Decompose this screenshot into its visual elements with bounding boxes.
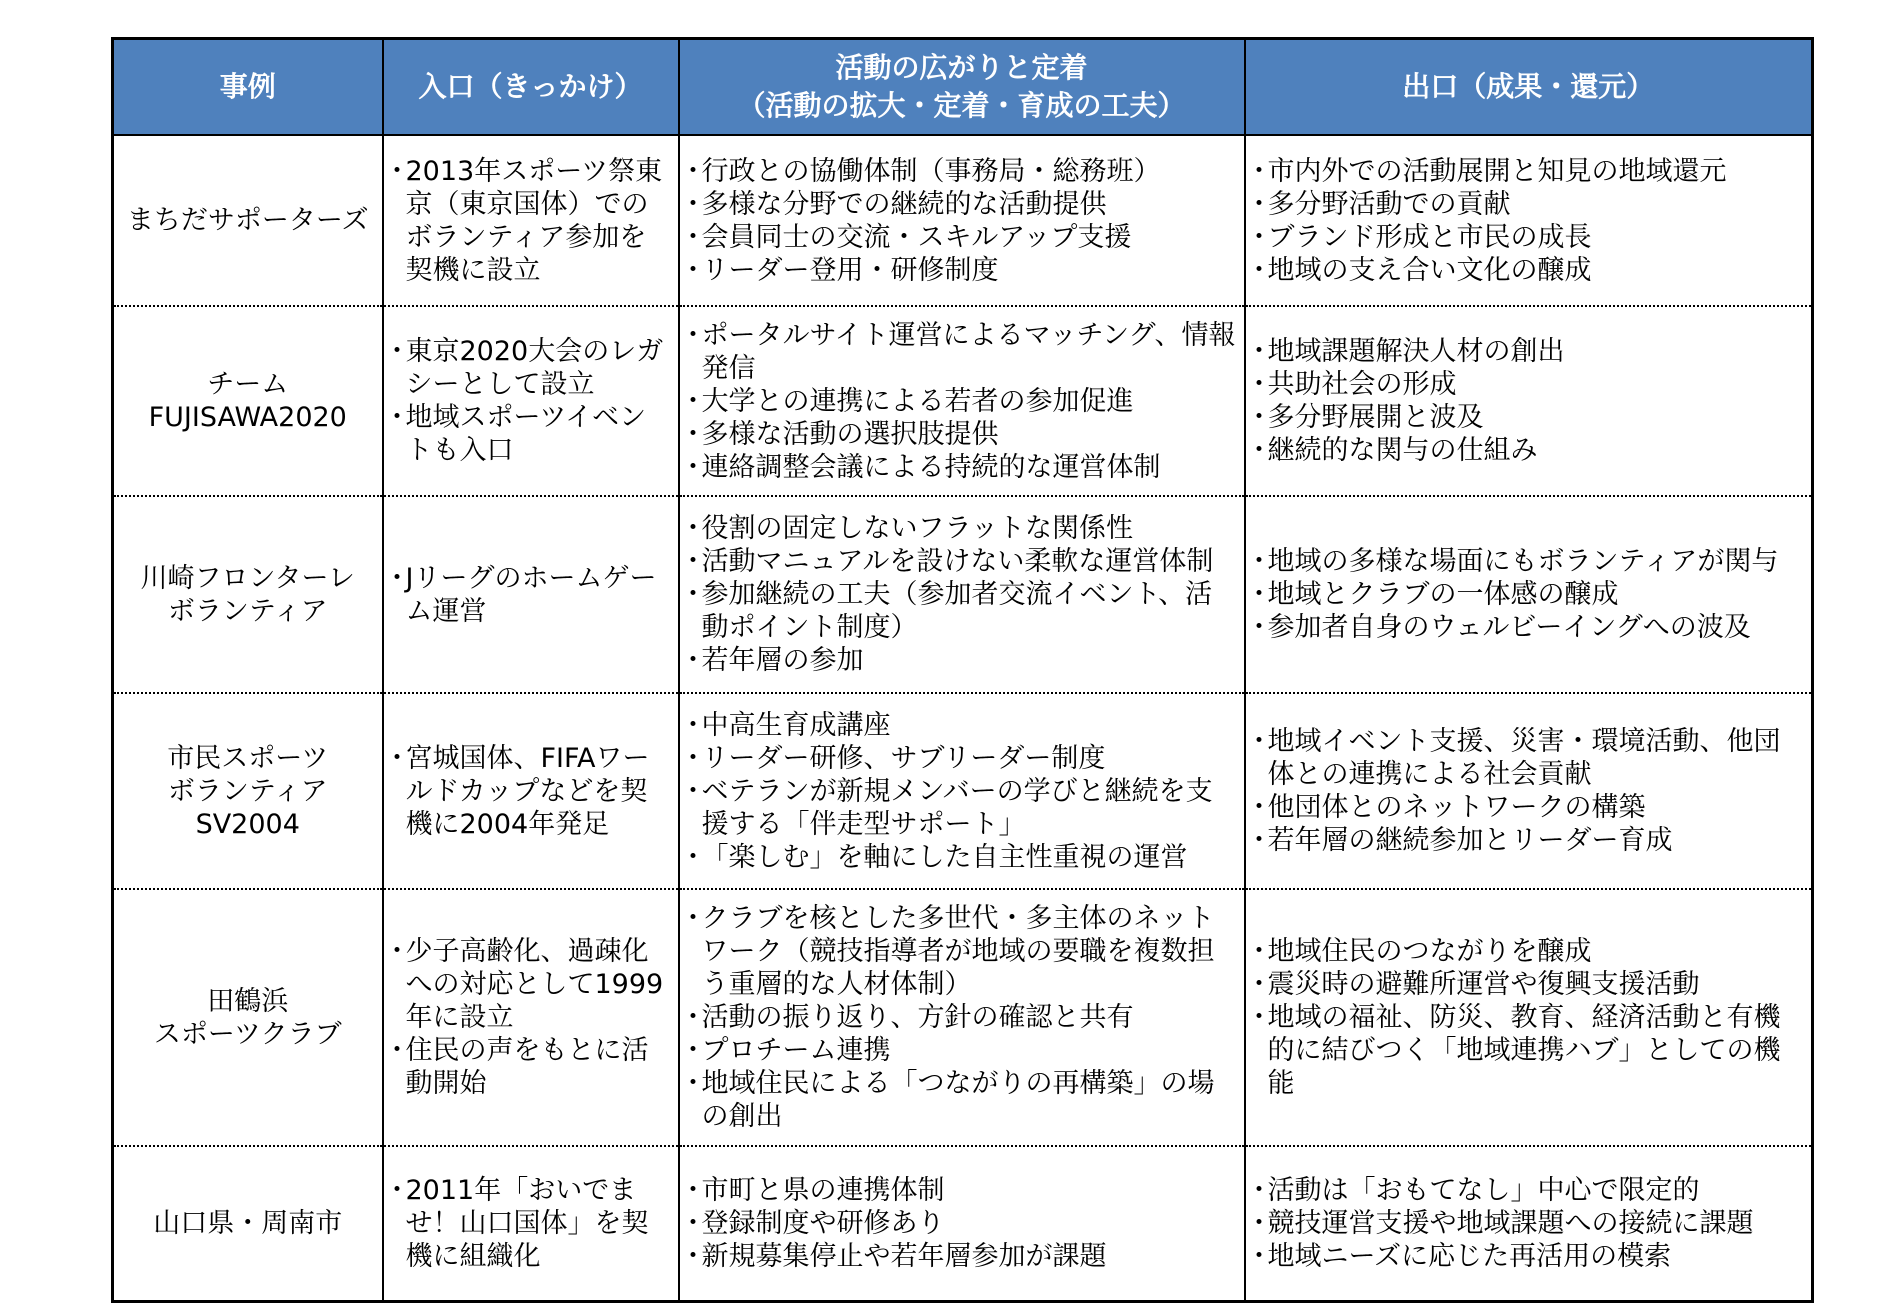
list-item: ・ 多様な分野での継続的な活動提供: [686, 188, 1238, 221]
table-row: [113, 306, 1813, 496]
list-item: ・ 参加者自身のウェルビーイングへの波及: [1252, 611, 1806, 644]
list-item: ・ リーダー研修、サブリーダー制度: [686, 742, 1238, 775]
case-name-cell: [113, 889, 383, 1146]
list-item: ・ 地域イベント支援、災害・環境活動、他団体との連携による社会貢献: [1252, 725, 1806, 791]
list-item: ・ 市町と県の連携体制: [686, 1174, 1238, 1207]
activity-list: [686, 1174, 1238, 1273]
case-name-line: 田鶴浜: [207, 985, 289, 1017]
list-item: ・ 多分野展開と波及: [1252, 401, 1806, 434]
list-item: ・ 2013年スポーツ祭東京（東京国体）でのボランティア参加を契機に設立: [390, 155, 672, 287]
outcome-list: [1252, 1174, 1806, 1273]
header-activity: [679, 39, 1245, 136]
header-activity-line2: （活動の拡大・定着・育成の工夫）: [737, 89, 1186, 122]
list-item: ・ 他団体とのネットワークの構築: [1252, 791, 1806, 824]
activity-cell: [679, 889, 1245, 1146]
list-item: ・ 地域スポーツイベントも入口: [390, 401, 672, 467]
list-item: ・ 継続的な関与の仕組み: [1252, 434, 1806, 467]
case-name-line: 川崎フロンターレ: [140, 562, 355, 594]
case-name-cell: [113, 496, 383, 693]
outcome-list: [1252, 545, 1806, 644]
list-item: ・ 会員同士の交流・スキルアップ支援: [686, 221, 1238, 254]
activity-list: [686, 709, 1238, 874]
table-row: [113, 693, 1813, 889]
list-item: ・ 行政との協働体制（事務局・総務班）: [686, 155, 1238, 188]
entry-list: [390, 935, 672, 1100]
list-item: ・ 東京2020大会のレガシーとして設立: [390, 335, 672, 401]
table-body: [113, 135, 1813, 1302]
list-item: ・ 役割の固定しないフラットな関係性: [686, 512, 1238, 545]
case-name-line: ボランティア: [167, 595, 328, 627]
list-item: ・ 地域とクラブの一体感の醸成: [1252, 578, 1806, 611]
list-item: ・ クラブを核とした多世代・多主体のネットワーク（競技指導者が地域の要職を複数担う重層的な人材体制）: [686, 902, 1238, 1001]
entry-list: [390, 1174, 672, 1273]
list-item: ・ 大学との連携による若者の参加促進: [686, 385, 1238, 418]
case-name-line: まちだサポーターズ: [126, 205, 369, 236]
outcome-list: [1252, 725, 1806, 857]
list-item: ・ ポータルサイト運営によるマッチング、情報発信: [686, 319, 1238, 385]
list-item: ・ 新規募集停止や若年層参加が課題: [686, 1240, 1238, 1273]
list-item: ・ 参加継続の工夫（参加者交流イベント、活動ポイント制度）: [686, 578, 1238, 644]
list-item: ・ 競技運営支援や地域課題への接続に課題: [1252, 1207, 1806, 1240]
case-name-line: スポーツクラブ: [153, 1018, 342, 1050]
list-item: ・ 多様な活動の選択肢提供: [686, 418, 1238, 451]
table-row: [113, 889, 1813, 1146]
outcome-list: [1252, 335, 1806, 467]
header-activity-line1: 活動の広がりと定着: [835, 51, 1088, 84]
list-item: ・ 地域の福祉、防災、教育、経済活動と有機的に結びつく「地域連携ハブ」としての機能: [1252, 1001, 1806, 1100]
list-item: ・ リーダー登用・研修制度: [686, 254, 1238, 287]
entry-list: [390, 562, 672, 628]
list-item: ・ 活動の振り返り、方針の確認と共有: [686, 1001, 1238, 1034]
case-name-cell: [113, 693, 383, 889]
activity-list: [686, 902, 1238, 1133]
outcome-cell: [1245, 496, 1813, 693]
list-item: ・ Jリーグのホームゲーム運営: [390, 562, 672, 628]
list-item: ・ 地域の多様な場面にもボランティアが関与: [1252, 545, 1806, 578]
header-row: [113, 39, 1813, 136]
entry-cell: [383, 693, 679, 889]
list-item: ・ 宮城国体、FIFAワールドカップなどを契機に2004年発足: [390, 742, 672, 841]
list-item: ・ 若年層の継続参加とリーダー育成: [1252, 824, 1806, 857]
list-item: ・ ブランド形成と市民の成長: [1252, 221, 1806, 254]
list-item: ・ 地域ニーズに応じた再活用の模索: [1252, 1240, 1806, 1273]
list-item: ・ 活動マニュアルを設けない柔軟な運営体制: [686, 545, 1238, 578]
outcome-cell: [1245, 889, 1813, 1146]
table-header: [113, 39, 1813, 136]
list-item: ・ 地域課題解決人材の創出: [1252, 335, 1806, 368]
list-item: ・ 連絡調整会議による持続的な運営体制: [686, 451, 1238, 484]
case-name-cell: [113, 135, 383, 306]
case-name-line: 山口県・周南市: [153, 1208, 343, 1239]
list-item: ・ 若年層の参加: [686, 644, 1238, 677]
entry-cell: [383, 306, 679, 496]
list-item: ・ 「楽しむ」を軸にした自主性重視の運営: [686, 841, 1238, 874]
table-row: [113, 135, 1813, 306]
header-case: 事例: [113, 39, 383, 136]
outcome-list: [1252, 935, 1806, 1100]
activity-cell: [679, 1146, 1245, 1302]
list-item: ・ 市内外での活動展開と知見の地域還元: [1252, 155, 1806, 188]
list-item: ・ 震災時の避難所運営や復興支援活動: [1252, 968, 1806, 1001]
list-item: ・ 少子高齢化、過疎化への対応として1999年に設立: [390, 935, 672, 1034]
case-name-line: FUJISAWA2020: [148, 402, 347, 433]
outcome-list: [1252, 155, 1806, 287]
case-name-line: SV2004: [195, 808, 300, 840]
activity-list: [686, 319, 1238, 484]
activity-cell: [679, 693, 1245, 889]
list-item: ・ プロチーム連携: [686, 1034, 1238, 1067]
case-comparison-table: [111, 37, 1814, 1303]
entry-cell: [383, 1146, 679, 1302]
list-item: ・ ベテランが新規メンバーの学びと継続を支援する「伴走型サポート」: [686, 775, 1238, 841]
entry-list: [390, 742, 672, 841]
case-name-line: ボランティア: [167, 775, 328, 807]
list-item: ・ 住民の声をもとに活動開始: [390, 1034, 672, 1100]
entry-list: [390, 155, 672, 287]
list-item: ・ 中高生育成講座: [686, 709, 1238, 742]
list-item: ・ 地域住民のつながりを醸成: [1252, 935, 1806, 968]
entry-cell: [383, 889, 679, 1146]
outcome-cell: [1245, 1146, 1813, 1302]
outcome-cell: [1245, 306, 1813, 496]
list-item: ・ 活動は「おもてなし」中心で限定的: [1252, 1174, 1806, 1207]
activity-cell: [679, 135, 1245, 306]
list-item: ・ 2011年「おいでませ！山口国体」を契機に組織化: [390, 1174, 672, 1273]
list-item: ・ 地域住民による「つながりの再構築」の場の創出: [686, 1067, 1238, 1133]
header-entry: 入口（きっかけ）: [383, 39, 679, 136]
case-table-container: [111, 37, 1811, 1303]
case-name-cell: [113, 306, 383, 496]
outcome-cell: [1245, 693, 1813, 889]
table-row: [113, 1146, 1813, 1302]
entry-cell: [383, 135, 679, 306]
list-item: ・ 地域の支え合い文化の醸成: [1252, 254, 1806, 287]
list-item: ・ 多分野活動での貢献: [1252, 188, 1806, 221]
activity-list: [686, 512, 1238, 677]
case-name-cell: [113, 1146, 383, 1302]
list-item: ・ 共助社会の形成: [1252, 368, 1806, 401]
entry-cell: [383, 496, 679, 693]
case-name-line: 市民スポーツ: [167, 742, 329, 774]
activity-cell: [679, 496, 1245, 693]
table-row: [113, 496, 1813, 693]
list-item: ・ 登録制度や研修あり: [686, 1207, 1238, 1240]
header-outcome: 出口（成果・還元）: [1245, 39, 1813, 136]
activity-cell: [679, 306, 1245, 496]
entry-list: [390, 335, 672, 467]
case-name-line: チーム: [207, 369, 289, 400]
outcome-cell: [1245, 135, 1813, 306]
activity-list: [686, 155, 1238, 287]
